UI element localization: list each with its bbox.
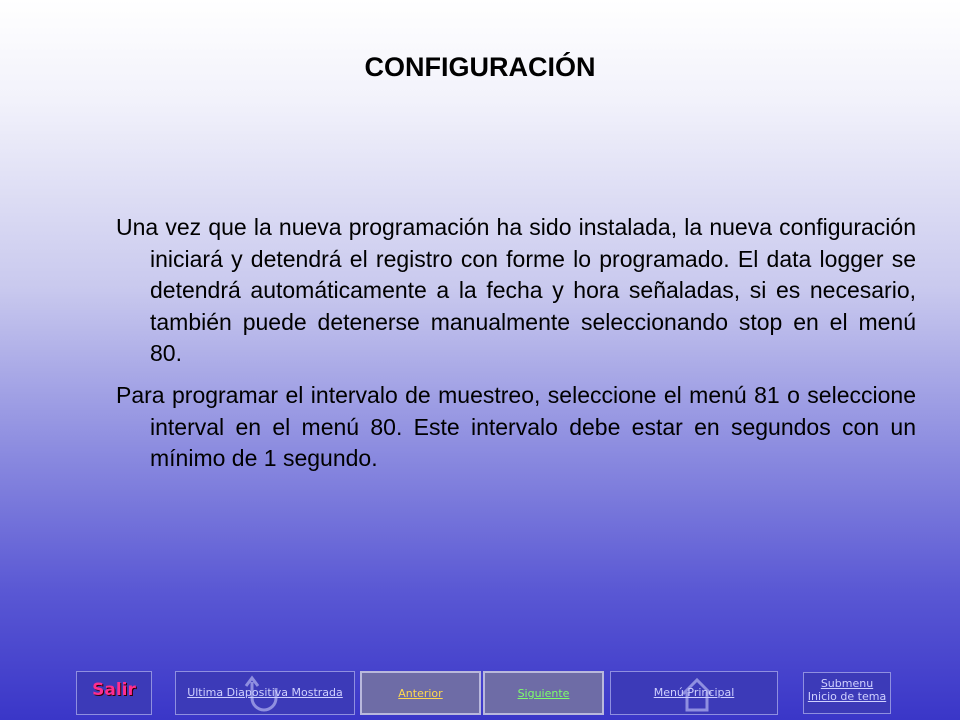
previous-button[interactable] — [360, 671, 481, 715]
submenu-label: Submenu — [820, 677, 874, 690]
salir-label: Salir — [92, 680, 136, 700]
main-menu-label: Menú Principal — [653, 686, 735, 699]
next-label: Siguiente — [517, 687, 570, 700]
paragraph-2: Para programar el intervalo de muestreo, seleccione el menú 81 o seleccione interval en el menú 80. Este intervalo debe estar en segundos con un mínimo de 1 segundo. — [116, 382, 916, 471]
last-viewed-slide-label: Ultima Diapositiva Mostrada — [187, 686, 343, 699]
paragraph-1: Una vez que la nueva programación ha sido instalada, la nueva configuración iniciará y detendrá el registro con forme lo programado. El data logger se detendrá automáticamente a la fecha y hora señaladas, si es necesario, también puede detenerse manualmente seleccionando stop en el menú 80. — [116, 214, 916, 366]
salir-button[interactable] — [76, 671, 152, 715]
next-button[interactable] — [483, 671, 604, 715]
main-menu-button[interactable] — [610, 671, 778, 715]
last-viewed-slide-button[interactable] — [175, 671, 355, 715]
submenu-button[interactable] — [803, 672, 891, 714]
slide-title: CONFIGURACIÓN — [364, 52, 596, 82]
previous-label: Anterior — [398, 687, 443, 700]
topic-start-label: Inicio de tema — [807, 690, 887, 703]
